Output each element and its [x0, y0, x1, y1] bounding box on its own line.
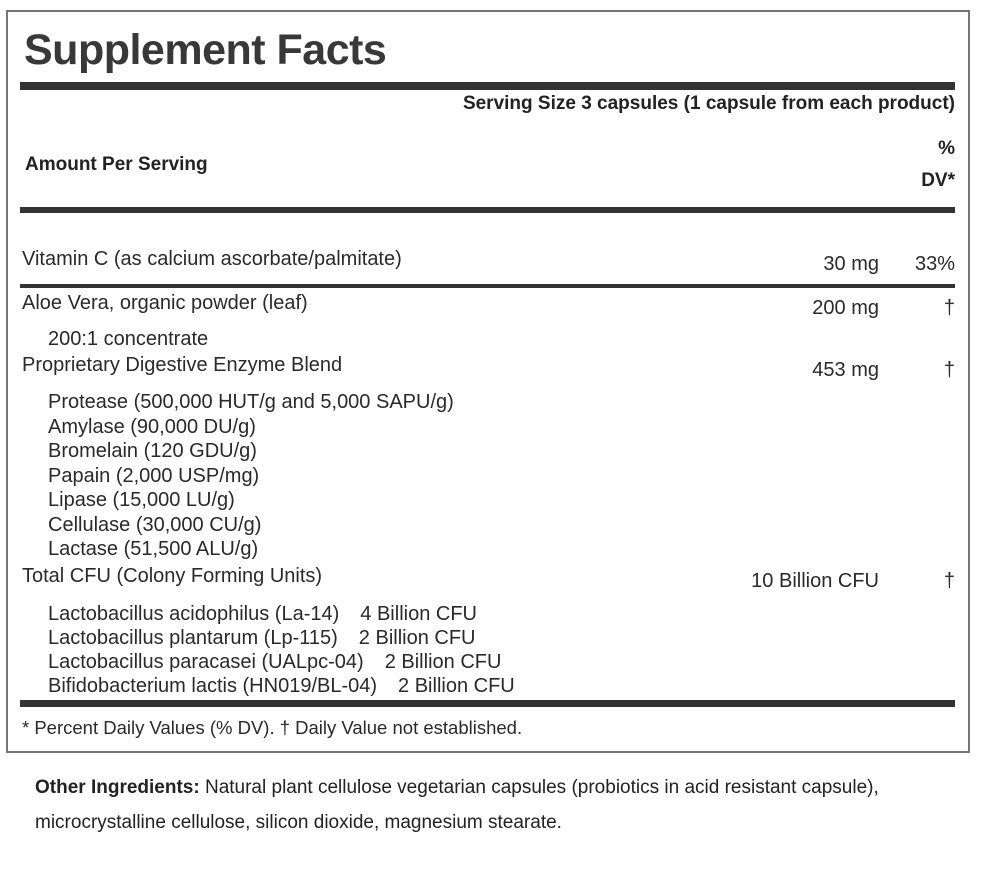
nutrient-amount: 10 Billion CFU [751, 569, 879, 592]
other-ingredients-paragraph [35, 770, 905, 840]
probiotic-strain-item [48, 626, 955, 650]
nutrient-dv: † [943, 359, 955, 381]
nutrient-dv: † [943, 297, 955, 319]
strain-amount: 2 Billion CFU [398, 675, 515, 698]
percent-dv-header [921, 133, 955, 197]
nutrient-dv: † [943, 569, 955, 592]
enzyme-list-item: Lactase (51,500 ALU/g) [48, 538, 259, 560]
enzyme-list-item: Lipase (15,000 LU/g) [48, 489, 235, 511]
enzyme-list-item: Cellulase (30,000 CU/g) [48, 513, 262, 536]
strain-name: Lactobacillus paracasei (UALpc-04) [48, 651, 364, 674]
strain-name: Bifidobacterium lactis (HN019/BL-04) [48, 675, 378, 698]
percent-dv-header-line2: DV* [921, 170, 955, 191]
probiotic-strain-item [48, 674, 955, 698]
nutrient-name: Aloe Vera, organic powder (leaf) [22, 292, 308, 314]
amount-per-serving-header: Amount Per Serving [25, 154, 208, 175]
enzyme-list [48, 390, 955, 562]
nutrient-name: Proprietary Digestive Enzyme Blend [22, 354, 343, 376]
nutrient-name: Total CFU (Colony Forming Units) [22, 564, 323, 587]
probiotic-strain-list [48, 602, 955, 699]
supplement-facts-panel [6, 10, 970, 753]
thick-rule-under-headers [20, 207, 955, 213]
other-ingredients-text: Natural plant cellulose vegetarian capsules (probiotics in acid resistant capsule), microcrystalline cellulose, silicon dioxide, magnesium stearate. [35, 777, 879, 833]
percent-dv-header-line1: % [938, 138, 955, 159]
enzyme-list-item: Protease (500,000 HUT/g and 5,000 SAPU/g) [48, 391, 454, 413]
other-ingredients-heading: Other Ingredients: [35, 777, 200, 798]
enzyme-list-item: Amylase (90,000 DU/g) [48, 415, 256, 438]
enzyme-list-item: Bromelain (120 GDU/g) [48, 440, 257, 462]
strain-name: Lactobacillus plantarum (Lp-115) [48, 626, 338, 649]
nutrient-row-total-cfu [20, 564, 955, 592]
daily-value-footnote: * Percent Daily Values (% DV). † Daily Value not established. [22, 716, 523, 738]
column-header-row [20, 133, 955, 197]
nutrient-amount: 453 mg [812, 359, 879, 381]
enzyme-list-item: Papain (2,000 USP/mg) [48, 464, 260, 487]
nutrient-dv: 33% [914, 253, 955, 275]
probiotic-strain-item [48, 650, 955, 674]
thick-rule-bottom [20, 700, 955, 707]
strain-amount: 4 Billion CFU [360, 602, 477, 625]
nutrient-row-vitamin-c [20, 247, 955, 275]
nutrient-amount: 30 mg [823, 253, 879, 275]
nutrient-name: Vitamin C (as calcium ascorbate/palmitate) [22, 248, 402, 270]
strain-amount: 2 Billion CFU [384, 651, 502, 674]
serving-size-text: Serving Size 3 capsules (1 capsule from each product) [462, 93, 955, 114]
nutrient-row-aloe-vera [20, 291, 955, 319]
strain-name: Lactobacillus acidophilus (La-14) [48, 602, 340, 625]
nutrient-amount: 200 mg [812, 297, 879, 319]
aloe-vera-concentrate-note: 200:1 concentrate [48, 328, 209, 350]
thick-rule-top [20, 82, 955, 90]
panel-title: Supplement Facts [24, 26, 387, 74]
nutrient-row-enzyme-blend [20, 353, 955, 381]
strain-amount: 2 Billion CFU [358, 626, 476, 649]
rule-under-vitamin-c [20, 284, 955, 288]
probiotic-strain-item [48, 602, 955, 626]
